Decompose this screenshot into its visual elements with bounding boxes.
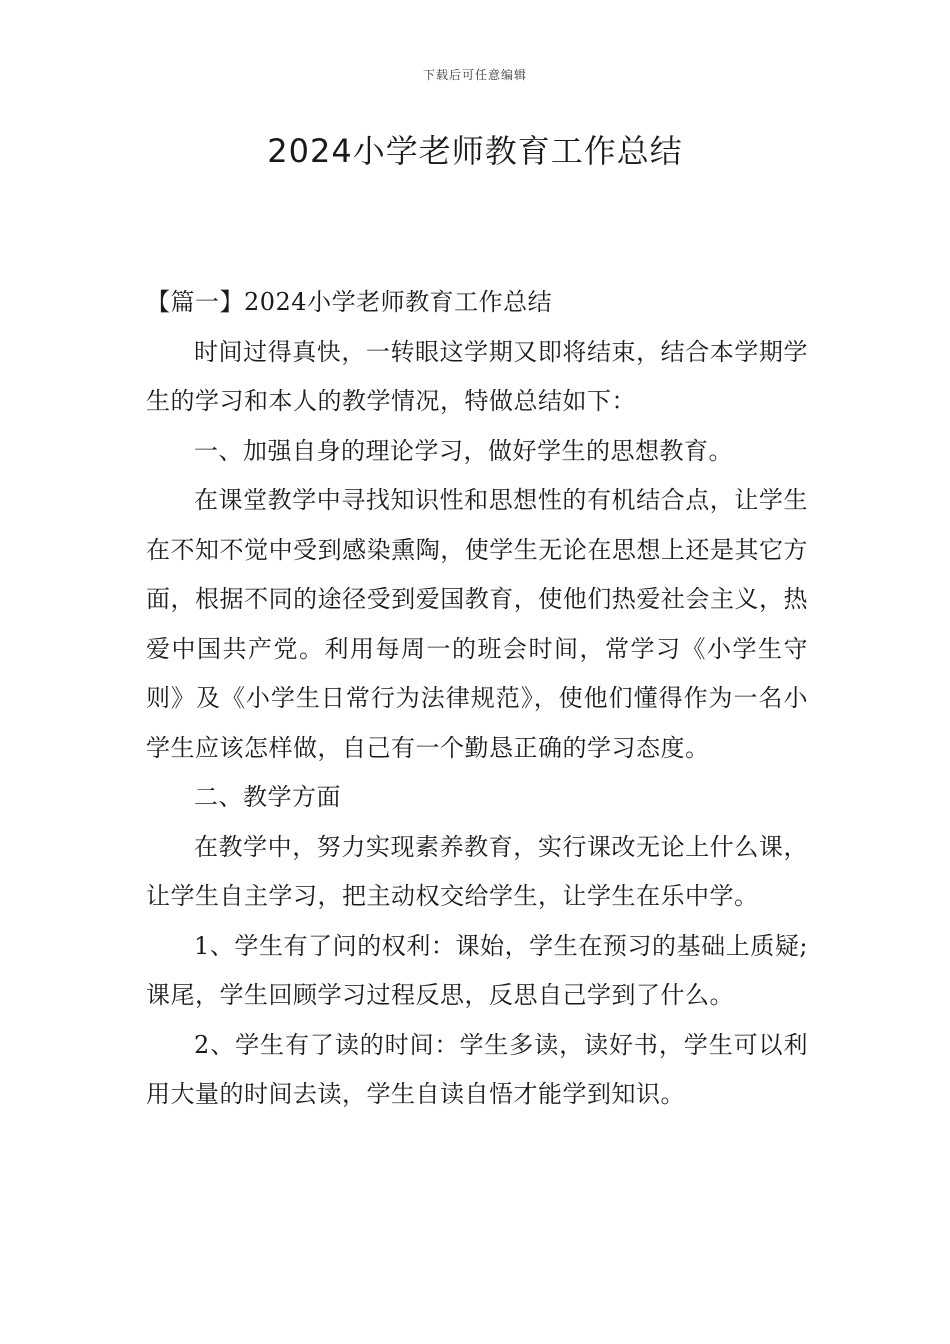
paragraph-heading-1: 一、加强自身的理论学习，做好学生的思想教育。: [194, 436, 733, 465]
paragraph-intro: 时间过得真快，一转眼这学期又即将结束，结合本学期学生的学习和本人的教学情况，特做总结如下：: [146, 337, 808, 415]
section-heading: 【篇一】2024小学老师教育工作总结: [146, 288, 553, 316]
paragraph-theory: 在课堂教学中寻找知识性和思想性的有机结合点，让学生在不知不觉中受到感染熏陶，使学生无论在思想上还是其它方面，根据不同的途径受到爱国教育，使他们热爱社会主义，热爱中国共产党。利用每周一的班会时间，常学习《小学生守则》及《小学生日常行为法律规范》，使他们懂得作为一名小学生应该怎样做，自己有一个勤恳正确的学习态度。: [146, 486, 808, 762]
paragraph-teaching: 在教学中，努力实现素养教育，实行课改无论上什么课，让学生自主学习，把主动权交给学生，让学生在乐中学。: [146, 832, 808, 910]
document-title: 2024小学老师教育工作总结: [267, 132, 683, 170]
paragraph-point-1: 1、学生有了问的权利：课始，学生在预习的基础上质疑;课尾，学生回顾学习过程反思，反思自己学到了什么。: [146, 931, 808, 1009]
header-note: 下载后可任意编辑: [422, 68, 527, 82]
paragraph-heading-2: 二、教学方面: [194, 783, 341, 811]
document-body: [146, 278, 808, 1120]
paragraph-point-2: 2、学生有了读的时间：学生多读，读好书，学生可以利用大量的时间去读，学生自读自悟才能学到知识。: [146, 1030, 808, 1108]
